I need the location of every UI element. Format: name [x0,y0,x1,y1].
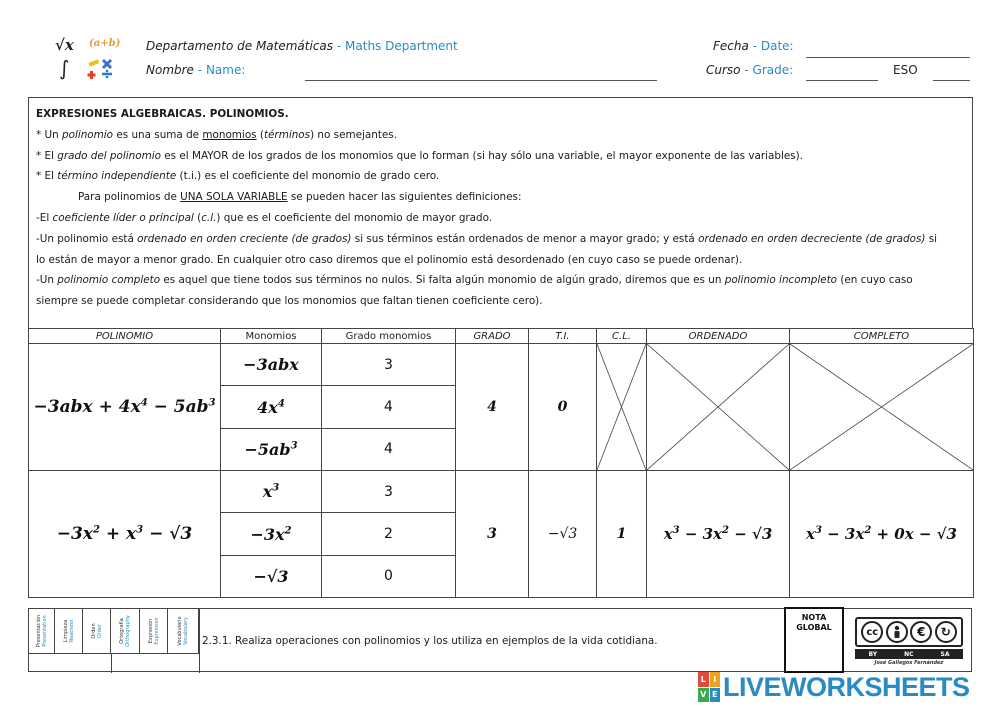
ti-2[interactable]: −√3 [529,471,597,598]
cl-2[interactable]: 1 [597,471,647,598]
header-grado-monomios: Grado monomios [322,329,456,344]
monomial-2-3: −√3 [221,555,322,597]
date-input-line[interactable] [806,57,970,58]
liveworksheets-wordmark: LIVEWORKSHEETS [723,671,970,702]
degree-2[interactable]: 3 [456,471,529,598]
cc-icon: cc [861,621,883,643]
def-coeficiente-lider: -El coeficiente líder o principal (c.l.) que es el coeficiente del monomio de mayor grado. [36,211,493,224]
header-ti: T.I. [529,329,597,344]
def-una-variable: Para polinomios de UNA SOLA VARIABLE se pueden hacer las siguientes definiciones: [78,191,522,204]
department-label: Departamento de Matemáticas - Maths Department [146,39,458,53]
degree-1[interactable]: 4 [456,344,529,471]
name-input-line[interactable] [305,80,657,81]
ordenado-2[interactable]: $x^3 - 3x^2 - √3$ [647,471,790,598]
author-signature: José Gallegos Fernández [874,660,944,666]
level-input-line[interactable] [933,80,970,81]
header-monomios: Monomios [221,329,322,344]
polynomial-1: $-3abx + 4x^4 - 5ab^3$ [29,344,221,471]
cc-license-labels [855,649,963,659]
def-ordenado-cont: lo están de mayor a menor grado. En cualquier otro caso diremos que el polinomio está desordenado (en cuyo caso se puede ordenar). [36,253,743,266]
global-label: GLOBAL [796,623,832,632]
header-completo: COMPLETO [790,329,974,344]
table-header-row [29,329,974,344]
live-badge-icon: L I V E [698,672,720,702]
cl-1-crossed [597,344,647,471]
header-cl: C.L. [597,329,647,344]
header-grado: GRADO [456,329,529,344]
table-row [29,344,974,386]
polynomial-2: $-3x^2 + x^3 - √3$ [29,471,221,598]
nc-euro-icon: € [910,621,932,643]
definitions-box [28,97,973,329]
name-label: Nombre - Name: [146,63,246,77]
creative-commons-badge [855,617,963,647]
ordenado-1-crossed [647,344,790,471]
monomial-degree-1-3[interactable]: 4 [322,428,456,470]
polynomial-table [28,328,974,598]
monomial-degree-2-1[interactable]: 3 [322,471,456,513]
table-row [29,471,974,513]
monomial-1-3: $-5ab^3$ [221,428,322,470]
definitions-title: EXPRESIONES ALGEBRAICAS. POLINOMIOS. [36,108,289,120]
evaluation-footer [28,608,972,672]
completo-2[interactable]: $x^3 - 3x^2 + 0x - √3$ [790,471,974,598]
liveworksheets-logo [698,670,970,704]
sqrt-x-icon: √x [55,36,74,54]
level-label: ESO [893,63,918,77]
cc-sa-label: SA [940,650,950,658]
monomial-1-1: −3abx [221,344,322,386]
nota-global-box[interactable] [784,607,844,673]
monomial-degree-1-2[interactable]: 4 [322,386,456,428]
integral-icon: ∫ [59,56,70,80]
criteria-score-divider [111,653,112,673]
by-person-icon [886,621,908,643]
criterion-presentacion: Presentación Presentation [29,609,55,653]
header-polinomio: POLINOMIO [29,329,221,344]
monomial-2-2: $-3x^2$ [221,513,322,555]
def-completo: -Un polinomio completo es aquel que tiene todos sus términos no nulos. Si falta algún monomio de algún grado, diremos que es un polinomio incompleto (en cuyo caso [36,274,913,287]
cc-by-label: BY [868,650,878,658]
date-label: Fecha - Date: [713,39,794,53]
def-polinomio: * Un polinomio es una suma de monomios (términos) no semejantes. [36,128,398,141]
criterion-expresion: Expresión Expression [140,609,168,653]
criterion-limpieza: Limpieza Neatness [55,609,83,653]
monomial-2-1: $x^3$ [221,471,322,513]
monomial-degree-2-2[interactable]: 2 [322,513,456,555]
ab-expression: (a+b) [89,38,121,49]
operations-icon [87,58,115,80]
criterion-vocabulario: Vocabulario Vocabulary [168,609,199,653]
cc-nc-label: NC [904,650,914,658]
header-ordenado: ORDENADO [647,329,790,344]
nota-label: NOTA [801,613,827,622]
monomial-1-2: $4x^4$ [221,386,322,428]
course-label: Curso - Grade: [706,63,794,77]
def-termino-independiente: * El término independiente (t.i.) es el coeficiente del monomio de grado cero. [36,170,440,183]
monomial-degree-2-3[interactable]: 0 [322,555,456,597]
def-completo-cont: siempre se puede completar considerando que los monomios que faltan tienen coeficiente cero). [36,295,543,308]
criteria-divider [29,653,199,654]
criterion-orden: Orden Order [83,609,111,653]
def-grado: * El grado del polinomio es el MAYOR de los grados de los monomios que lo forman (si hay sólo una variable, el mayor exponente de las variables). [36,149,804,162]
course-input-line[interactable] [806,80,878,81]
criterion-ortografia: Ortografía Orthography [111,609,140,653]
def-ordenado: -Un polinomio está ordenado en orden creciente (de grados) si sus términos están ordenados de menor a mayor grado; y está ordenado en orden decreciente (de grados) si [36,232,938,245]
completo-1-crossed [790,344,974,471]
math-logo [55,36,125,82]
learning-standard: 2.3.1. Realiza operaciones con polinomios y los utiliza en ejemplos de la vida cotidiana. [199,609,784,673]
ti-1[interactable]: 0 [529,344,597,471]
sa-share-icon: ↻ [935,621,957,643]
monomial-degree-1-1[interactable]: 3 [322,344,456,386]
